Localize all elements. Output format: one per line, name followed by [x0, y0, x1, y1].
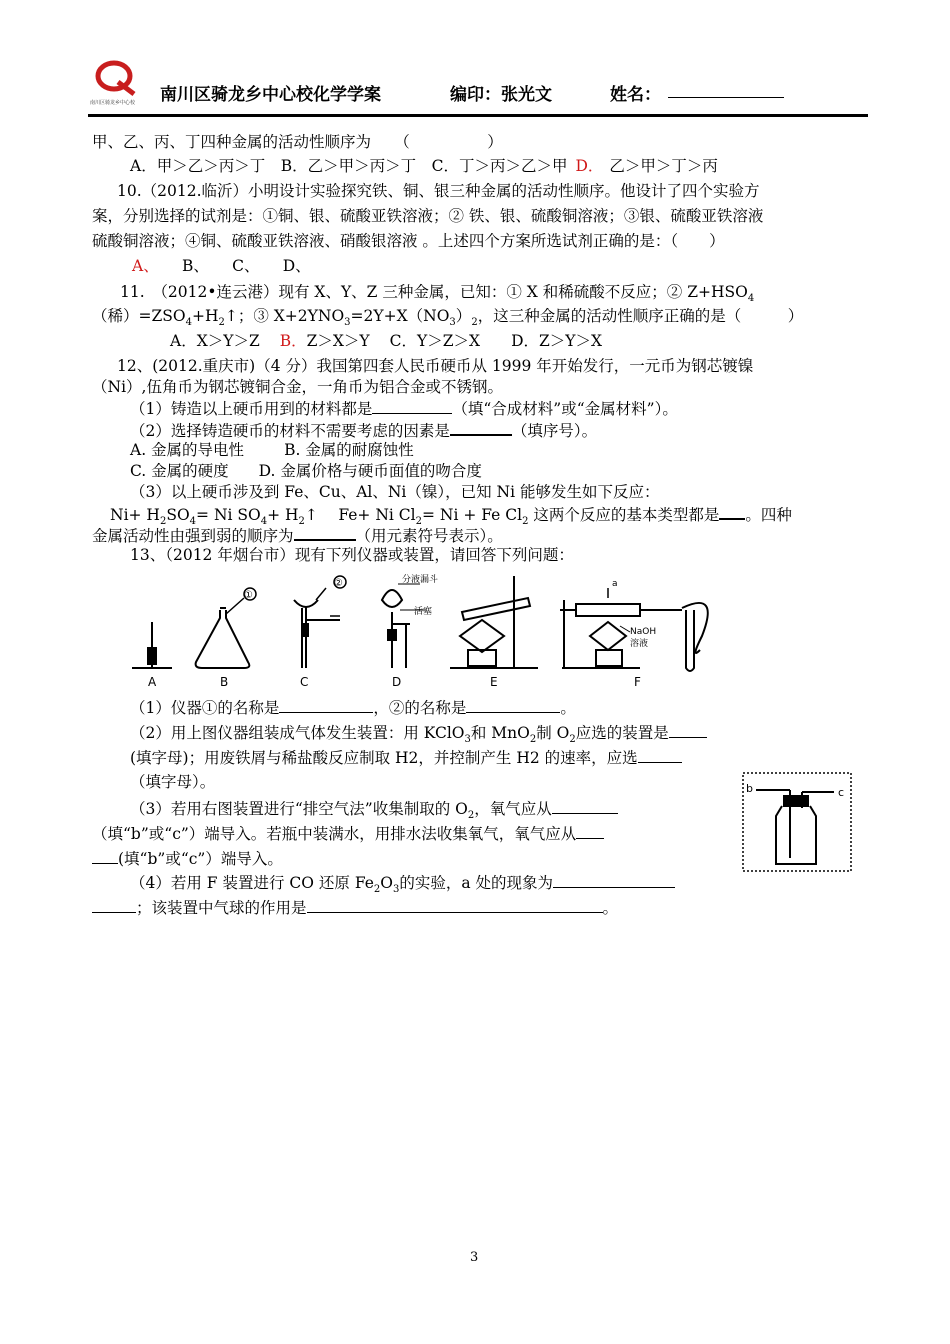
q13-p2-d: 应选的装置是 — [575, 724, 669, 742]
name-blank[interactable] — [668, 82, 784, 98]
q9-options-abc: A．甲＞乙＞丙＞丁 B．乙＞甲＞丙＞丁 C．丁＞丙＞乙＞甲 — [130, 157, 568, 175]
q12-part2 — [130, 419, 597, 441]
q12-p1-a: （1）铸造以上硬币用到的材料都是 — [130, 400, 373, 418]
header-school: 南川区骑龙乡中心校化学学案 — [160, 85, 381, 105]
q12-eq-b: SO — [166, 506, 190, 524]
q12-equations: $Ni+ H_2SO_4= Ni$ $SO_4+$ $H_2↑$ Fe+ Ni $Cl_2= Ni + Fe$ $Cl_2$ 这两个反应的基本类型都是 。四种 — [110, 503, 792, 532]
q13-p3-a: （3）若用右图装置进行“排空气法”收集制取的 O — [130, 800, 468, 818]
q12-p2-blank[interactable] — [450, 419, 512, 436]
header-name-label: 姓名： — [610, 85, 661, 105]
bottle-label-c: c — [838, 786, 845, 799]
q12-p3end-b: （用元素符号表示）。 — [355, 527, 503, 545]
q12-opt-c: C. 金属的硬度 — [130, 462, 229, 480]
q13-p1-a: （1）仪器①的名称是 — [130, 699, 280, 717]
q10-line1: 10.（2012.临沂）小明设计实验探究铁、铜、银三种金属的活动性顺序。他设计了四个实验方 — [117, 182, 760, 200]
mark-stopcock: 活塞 — [414, 607, 433, 617]
fig-label-c: C — [300, 675, 309, 689]
q13-p4-b: O — [380, 874, 393, 892]
q13-part2-line2 — [130, 747, 682, 768]
mark-naoh: NaOH — [630, 627, 657, 637]
q13-p4-l2a: ；该装置中气球的作用是 — [136, 899, 307, 917]
q13-p3-blank1[interactable] — [552, 798, 618, 814]
q11-l2a: （稀）=ZSO — [92, 307, 186, 325]
q12-p3end-blank[interactable] — [294, 524, 356, 541]
mark-a: a — [612, 579, 618, 589]
q11-l2c: ↑；③ X+2YNO — [224, 307, 345, 325]
school-logo — [88, 58, 158, 106]
q9-option-d-text: 乙＞甲＞丁＞丙 — [609, 157, 718, 175]
q13-p4-c: 的实验，a 处的现象为 — [399, 874, 554, 892]
q11-l2d: =2Y+X（NO — [350, 307, 450, 325]
page-number: 3 — [470, 1250, 479, 1265]
q11-options — [170, 331, 602, 351]
q12-part1 — [130, 398, 678, 419]
q11-l2f: ，这三种金属的活动性顺序正确的是（ ） — [477, 307, 804, 325]
q12-eq-f: = Ni + Fe Cl — [421, 506, 523, 524]
q13-part3-line3 — [92, 848, 283, 869]
q13-p4-blank3[interactable] — [307, 897, 603, 913]
q12-part3: （3）以上硬币涉及到 Fe、Cu、Al、Ni（镍），已知 Ni 能够发生如下反应： — [130, 483, 660, 501]
q11-line1-text: 11. （2012•连云港）现有 X、Y、Z 三种金属，已知：① X 和稀硫酸不反应；② Z+HSO — [120, 283, 748, 301]
fig-label-a: A — [148, 675, 157, 689]
q12-opt-d: D. 金属价格与硬币面值的吻合度 — [258, 462, 482, 480]
mark-2: ② — [334, 578, 343, 589]
mark-separating-funnel: 分液漏斗 — [402, 575, 439, 585]
header-rule — [88, 114, 868, 117]
q12-eq-d: + H — [267, 506, 299, 524]
q12-line2: （Ni）,伍角币为钢芯镀铜合金，一角币为铝合金或不锈钢。 — [92, 378, 503, 396]
q11-option-b: B． — [279, 332, 307, 350]
q9-options — [130, 156, 718, 176]
q12-part3-end — [92, 524, 503, 546]
q10-options — [132, 256, 311, 276]
q12-eq-e: ↑ Fe+ Ni Cl — [304, 506, 416, 524]
q13-p2-blank2[interactable] — [638, 747, 682, 763]
q13-p2-a: （2）用上图仪器组装成气体发生装置：用 KClO — [130, 724, 465, 742]
q13-p1-blank1[interactable] — [279, 697, 373, 713]
q11-option-b-text: Z＞X＞Y — [306, 332, 370, 350]
q13-p4-blank1[interactable] — [553, 872, 675, 888]
q10-line2: 案，分别选择的试剂是：①铜、银、硫酸亚铁溶液；② 铁、银、硫酸铜溶液；③银、硫酸亚铁溶液 — [92, 207, 764, 225]
q12-p1-blank[interactable] — [372, 398, 452, 414]
q11-l2b: +H — [191, 307, 219, 325]
q13-part2-line3: （填字母）。 — [130, 773, 216, 791]
header-editor: 编印：张光文 — [450, 85, 552, 105]
q9-stem: 甲、乙、丙、丁四种金属的活动性顺序为 （ ） — [92, 133, 503, 151]
q13-part3-line2 — [92, 823, 604, 844]
q13-stem: 13、（2012 年烟台市）现有下列仪器或装置，请回答下列问题： — [130, 546, 574, 564]
q12-line1: 12、(2012.重庆市)（4 分）我国第四套人民币硬币从 1999 年开始发行，一元币为钢芯镀镍 — [117, 357, 754, 375]
q13-part2: （2）用上图仪器组装成气体发生装置：用 KClO$_3$和 MnO$_2$制 $O_2$应选的装置是 — [130, 722, 707, 750]
q11-line2: （稀）$=ZSO_4+H_2↑$；③ $X+2YNO_3=2Y+X(NO_3)_2$，这三种金属的活动性顺序正确的是（ ） — [92, 307, 804, 329]
q12-opt-a: A. 金属的导电性 — [130, 441, 245, 459]
q12-eq-a: Ni+ H — [110, 506, 160, 524]
q12-eq-c: = Ni SO — [196, 506, 261, 524]
q9-option-d: D． — [575, 157, 604, 175]
q13-part3: （3）若用右图装置进行“排空气法”收集制取的 $O_2$，氧气应从 — [130, 798, 618, 826]
q12-opts-cd — [130, 461, 482, 481]
q11-line1-sub: 4 — [747, 293, 755, 305]
q13-p3-line3: (填“b”或“c”）端导入。 — [118, 850, 283, 868]
q13-p1-c: 。 — [560, 699, 576, 717]
q13-p2-c: 制 O — [536, 724, 570, 742]
fig-label-d: D — [392, 675, 402, 689]
q13-p2-b: 和 MnO — [470, 724, 530, 742]
q13-p3-b: ，氧气应从 — [474, 800, 552, 818]
fig-label-f: F — [634, 675, 641, 689]
q12-opts-ab — [130, 440, 414, 460]
q12-p2-b: （填序号）。 — [511, 422, 598, 440]
q11-l2e: ） — [455, 307, 472, 325]
q11-option-a: A．X＞Y＞Z — [170, 332, 260, 350]
q13-part4: （4）若用 F 装置进行 CO 还原 $Fe_2O_3$的实验，a 处的现象为 — [130, 872, 675, 900]
q12-p1-b: （填“合成材料”或“金属材料”）。 — [452, 400, 678, 418]
q13-p4-blank2[interactable] — [92, 897, 136, 913]
q10-option-a: A、 — [132, 257, 151, 275]
svg-text:南川区骑龙乡中心校: 南川区骑龙乡中心校 — [90, 100, 136, 106]
q13-part1 — [130, 697, 576, 718]
mark-1: ① — [244, 590, 253, 601]
q13-part4-line2 — [92, 897, 618, 918]
q11-option-cd: C．Y＞Z＞X D．Z＞Y＞X — [389, 332, 603, 350]
q13-p1-b: ，②的名称是 — [373, 699, 467, 717]
q13-p3-blank2[interactable] — [576, 823, 604, 839]
header — [88, 58, 868, 106]
mark-solution: 溶液 — [630, 639, 649, 649]
q12-eq-g: 这两个反应的基本类型都是 — [533, 506, 720, 524]
q13-p2-line2: (填字母)；用废铁屑与稀盐酸反应制取 H2，并控制产生 H2 的速率，应选 — [130, 749, 638, 767]
q12-eq-blank[interactable] — [719, 503, 745, 520]
q12-p2-a: （2）选择铸造硬币的材料不需要考虑的因素是 — [130, 422, 450, 440]
gas-bottle-figure — [742, 772, 852, 872]
q10-line3: 硫酸铜溶液；④铜、硫酸亚铁溶液、硝酸银溶液 。上述四个方案所选试剂正确的是：（ ） — [92, 232, 725, 250]
fig-label-b: B — [220, 675, 229, 689]
q12-p3end-a: 金属活动性由强到弱的顺序为 — [92, 527, 294, 545]
fig-label-e: E — [490, 675, 498, 689]
q12-eq-h: 。四种 — [745, 506, 792, 524]
q13-p2-blank1[interactable] — [669, 722, 707, 738]
q10-options-bcd: B、 C、 D、 — [150, 257, 311, 275]
bottle-label-b: b — [746, 782, 753, 795]
apparatus-figure — [130, 570, 730, 692]
q13-p4-a: （4）若用 F 装置进行 CO 还原 Fe — [130, 874, 374, 892]
q13-p1-blank2[interactable] — [466, 697, 560, 713]
q12-opt-b: B. 金属的耐腐蚀性 — [284, 441, 414, 459]
q13-p3-line2: （填“b”或“c”）端导入。若瓶中装满水，用排水法收集氧气，氧气应从 — [92, 825, 577, 843]
q13-p4-l2b: 。 — [602, 899, 619, 917]
q13-p3-blank3[interactable] — [92, 848, 118, 864]
